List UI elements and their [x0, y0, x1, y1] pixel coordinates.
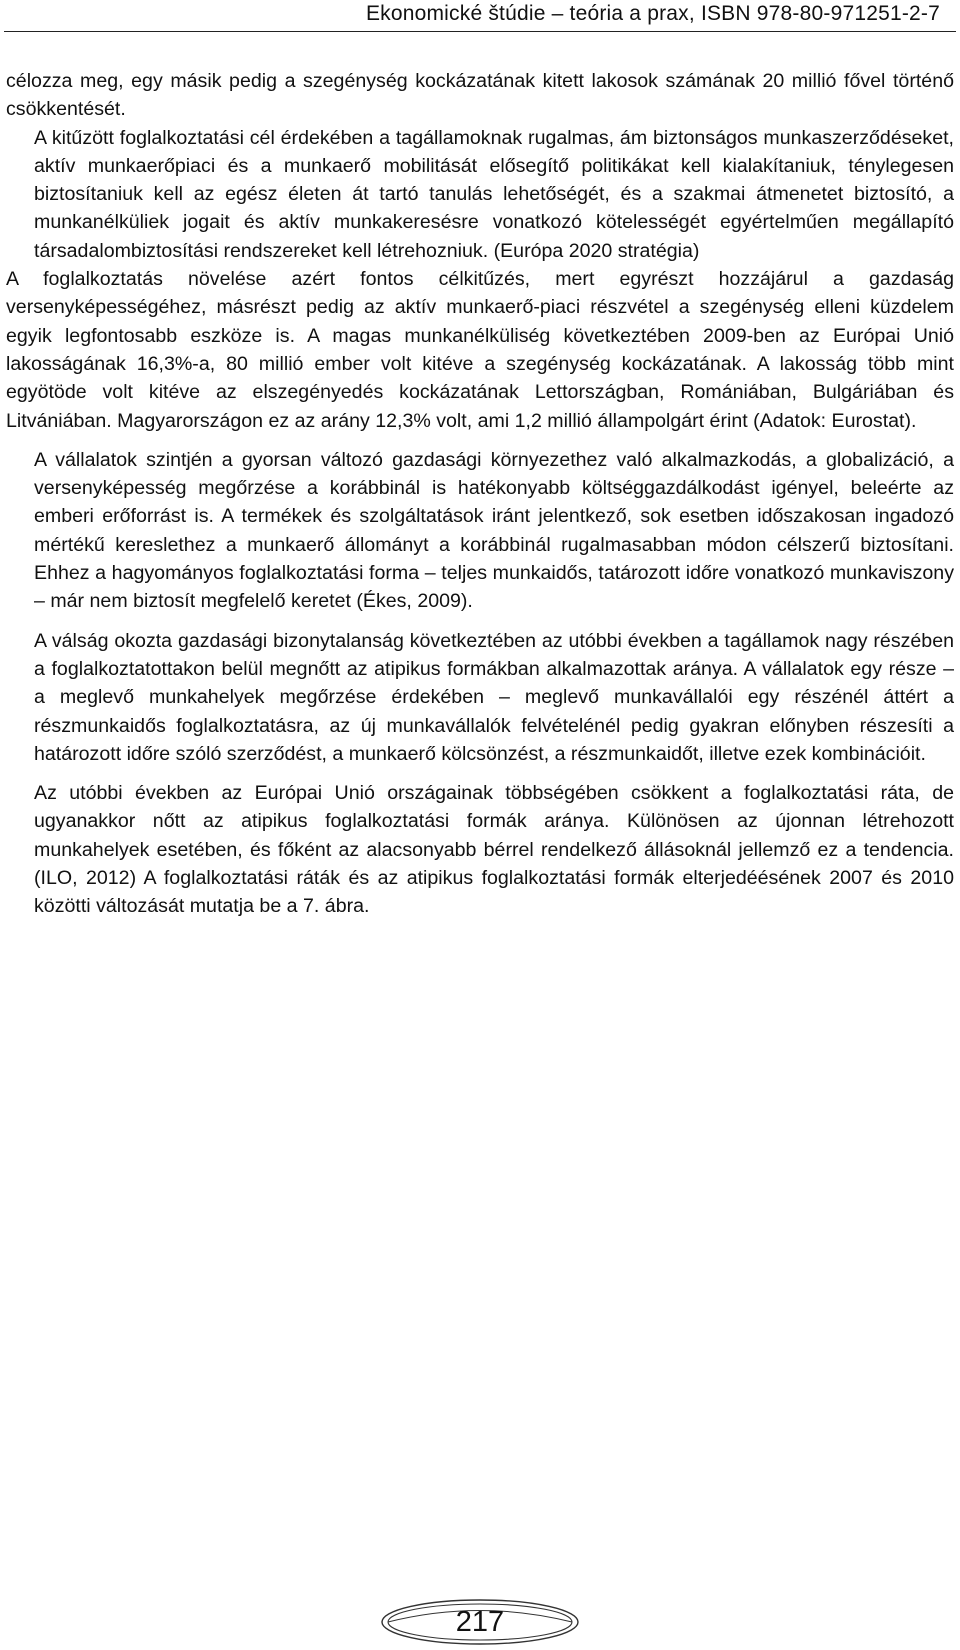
- paragraph-2: A kitűzött foglalkoztatási cél érdekében a tagállamoknak rugalmas, ám biztonságos munkaszerződéseket, aktív munkaerőpiaci és a munkaerő mobilitását elősegítő politikákat kell kialakítaniuk, ténylegesen biztosítaniuk kell az egész életen át tartó tanulás lehetőségét, és a szakmai átmenetet biztosító, a munkanélküliek jogait és aktív munkakeresésre vonatkozó kötelességét egyértelműen megállapító társadalombiztosítási rendszereket kell létrehozniuk. (Európa 2020 stratégia): [34, 126, 954, 262]
- body-text: [6, 67, 954, 921]
- page-header: [0, 0, 960, 44]
- paragraph-1: célozza meg, egy másik pedig a szegénység kockázatának kitett lakosok számának 20 millió fővel történő csökkentését.: [6, 70, 954, 121]
- page-number-badge: [378, 1597, 582, 1647]
- paragraph-4: A vállalatok szintjén a gyorsan változó gazdasági környezethez való alkalmazkodás, a globalizáció, a versenyképesség megőrzése a korábbinál is hatékonyabb költséggazdálkodást igényel, beleérte az emberi erőforrást is. A termékek és szolgáltatások iránt jelentkező, sok esetben időszakosan ingadozó mértékű kereslethez a munkaerő állományt a korábbinál rugalmasabban módon célszerű biztosítani. Ehhez a hagyományos foglalkoztatási forma – teljes munkaidős, tatározott időre vonatkozó munkaviszony – már nem biztosít megfelelő keretet (Ékes, 2009).: [34, 448, 954, 613]
- paragraph-3: A foglalkoztatás növelése azért fontos célkitűzés, mert egyrészt hozzájárul a gazdaság versenyképességéhez, másrészt pedig az aktív munkaerő-piaci részvétel a szegénység elleni küzdelem egyik legfontosabb eszköze is. A magas munkanélküliség következtében 2009-ben az Európai Unió lakosságának 16,3%-a, 80 millió ember volt kitéve a szegénység kockázatának. A lakosság több mint egyötöde volt kitéve az elszegényedés kockázatának Lettországban, Romániában, Bulgáriában és Litvániában. Magyarországon ez az arány 12,3% volt, ami 1,2 millió állampolgárt érint (Adatok: Eurostat).: [6, 268, 954, 432]
- header-divider: [4, 31, 956, 32]
- page-number: 217: [455, 1606, 505, 1638]
- header-title: Ekonomické štúdie – teória a prax, ISBN 978-80-971251-2-7: [365, 2, 940, 25]
- paragraph-5: A válság okozta gazdasági bizonytalanság következtében az utóbbi években a tagállamok nagy részében a foglalkoztatottakon belül megnőtt az atipikus formákban alkalmazottak aránya. A vállalatok egy része – a meglevő munkahelyek megőrzése érdekében – meglevő munkavállalói egy részénél áttért a részmunkaidős foglalkoztatásra, az új munkavállalók felvételénél pedig gyakran előnyben részesíti a határozott időre szóló szerződést, a munkaerő kölcsönzést, a részmunkaidőt, illetve ezek kombinációit.: [34, 629, 954, 765]
- paragraph-6: Az utóbbi években az Európai Unió országainak többségében csökkent a foglalkoztatási ráta, de ugyanakkor nőtt az atipikus foglalkoztatási formák aránya. Különösen az újonnan létrehozott munkahelyek esetében, és főként az alacsonyabb bérrel rendelkező állásoknál jellemző ez a tendencia. (ILO, 2012) A foglalkoztatási ráták és az atipikus foglalkoztatási formák elterjedéésének 2007 és 2010 közötti változását mutatja be a 7. ábra.: [34, 782, 954, 918]
